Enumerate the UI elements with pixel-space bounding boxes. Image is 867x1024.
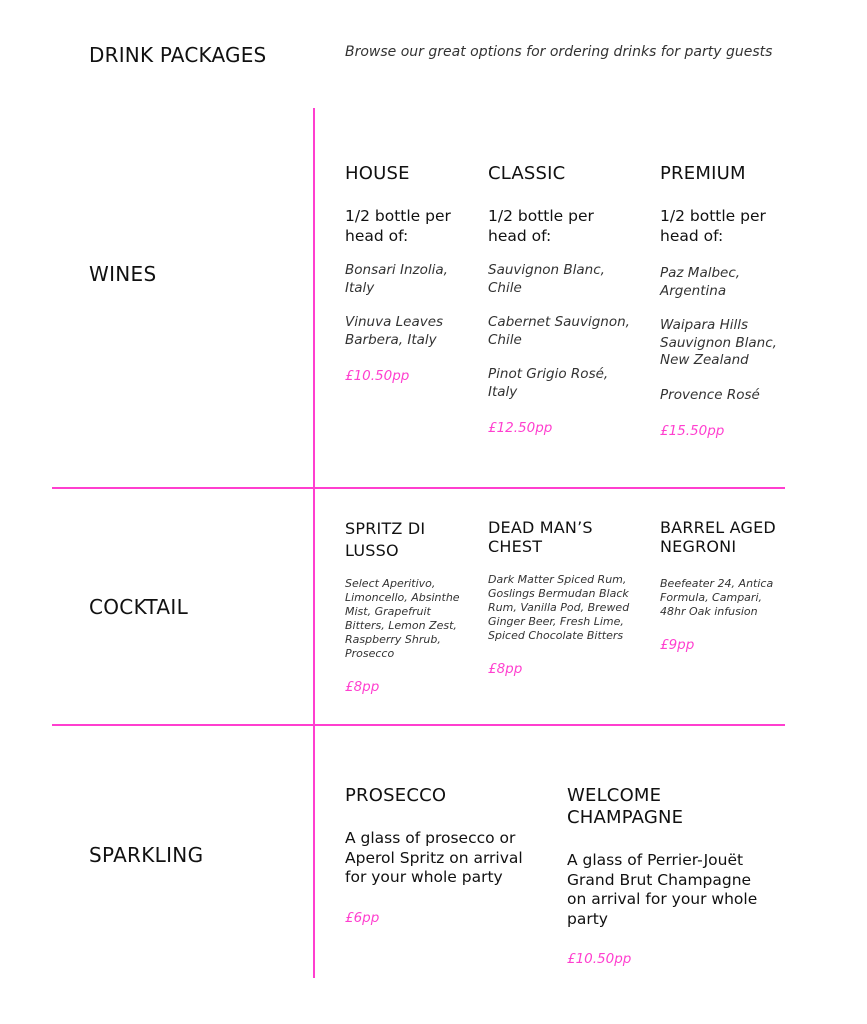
package-barrel-aged-negroni: [660, 518, 790, 653]
page-title: DRINK PACKAGES: [89, 43, 267, 67]
wine-item: Vinuva Leaves Barbera, Italy: [345, 314, 444, 348]
package-name: WELCOME CHAMPAGNE: [567, 785, 684, 828]
package-description: A glass of prosecco or Aperol Spritz on arrival for your whole party: [345, 829, 523, 886]
package-price: £10.50pp: [567, 951, 632, 967]
package-price: £8pp: [345, 679, 380, 695]
package-intro: 1/2 bottle per head of:: [488, 207, 594, 245]
package-name: CLASSIC: [488, 163, 566, 184]
package-name: HOUSE: [345, 163, 410, 184]
package-name: PROSECCO: [345, 785, 447, 806]
package-house: [345, 163, 475, 384]
package-price: £12.50pp: [488, 420, 553, 436]
package-welcome-champagne: [567, 785, 777, 967]
wine-item: Cabernet Sauvignon, Chile: [488, 314, 630, 348]
wine-item: Provence Rosé: [660, 386, 760, 403]
vertical-divider: [313, 108, 315, 978]
wine-item: Waipara Hills Sauvignon Blanc, New Zealand: [660, 317, 777, 368]
package-spritz-di-lusso: [345, 518, 470, 695]
package-premium: [660, 163, 790, 439]
package-price: £15.50pp: [660, 423, 725, 439]
package-dead-mans-chest: [488, 518, 643, 677]
page-subtitle: Browse our great options for ordering drinks for party guests: [345, 44, 773, 60]
package-name: BARREL AGED NEGRONI: [660, 518, 776, 556]
section-label-wines: WINES: [89, 262, 157, 286]
package-description: Beefeater 24, Antica Formula, Campari, 48hr Oak infusion: [660, 577, 774, 618]
package-price: £8pp: [488, 661, 523, 677]
wine-item: Paz Malbec, Argentina: [660, 265, 741, 299]
package-price: £9pp: [660, 637, 695, 653]
package-name: DEAD MAN’S CHEST: [488, 518, 593, 556]
package-intro: 1/2 bottle per head of:: [660, 207, 766, 245]
package-price: £10.50pp: [345, 368, 410, 384]
package-description: Select Aperitivo, Limoncello, Absinthe Mist, Grapefruit Bitters, Lemon Zest, Raspberry Shrub, Prosecco: [345, 577, 460, 660]
package-prosecco: [345, 785, 545, 926]
wine-item: Sauvignon Blanc, Chile: [488, 262, 605, 296]
divider-wines-cocktail: [52, 487, 785, 489]
package-name: PREMIUM: [660, 163, 746, 184]
wine-item: Bonsari Inzolia, Italy: [345, 262, 448, 296]
package-intro: 1/2 bottle per head of:: [345, 207, 451, 245]
package-name: SPRITZ DI LUSSO: [345, 519, 426, 560]
section-label-sparkling: SPARKLING: [89, 843, 204, 867]
section-label-cocktail: COCKTAIL: [89, 595, 189, 619]
wine-item: Pinot Grigio Rosé, Italy: [488, 366, 609, 400]
package-price: £6pp: [345, 909, 380, 926]
package-description: A glass of Perrier-Jouët Grand Brut Champagne on arrival for your whole party: [567, 851, 758, 928]
package-classic: [488, 163, 648, 436]
divider-cocktail-sparkling: [52, 724, 785, 726]
package-description: Dark Matter Spiced Rum, Goslings Bermudan Black Rum, Vanilla Pod, Brewed Ginger Beer, Fresh Lime, Spiced Chocolate Bitters: [488, 573, 630, 642]
